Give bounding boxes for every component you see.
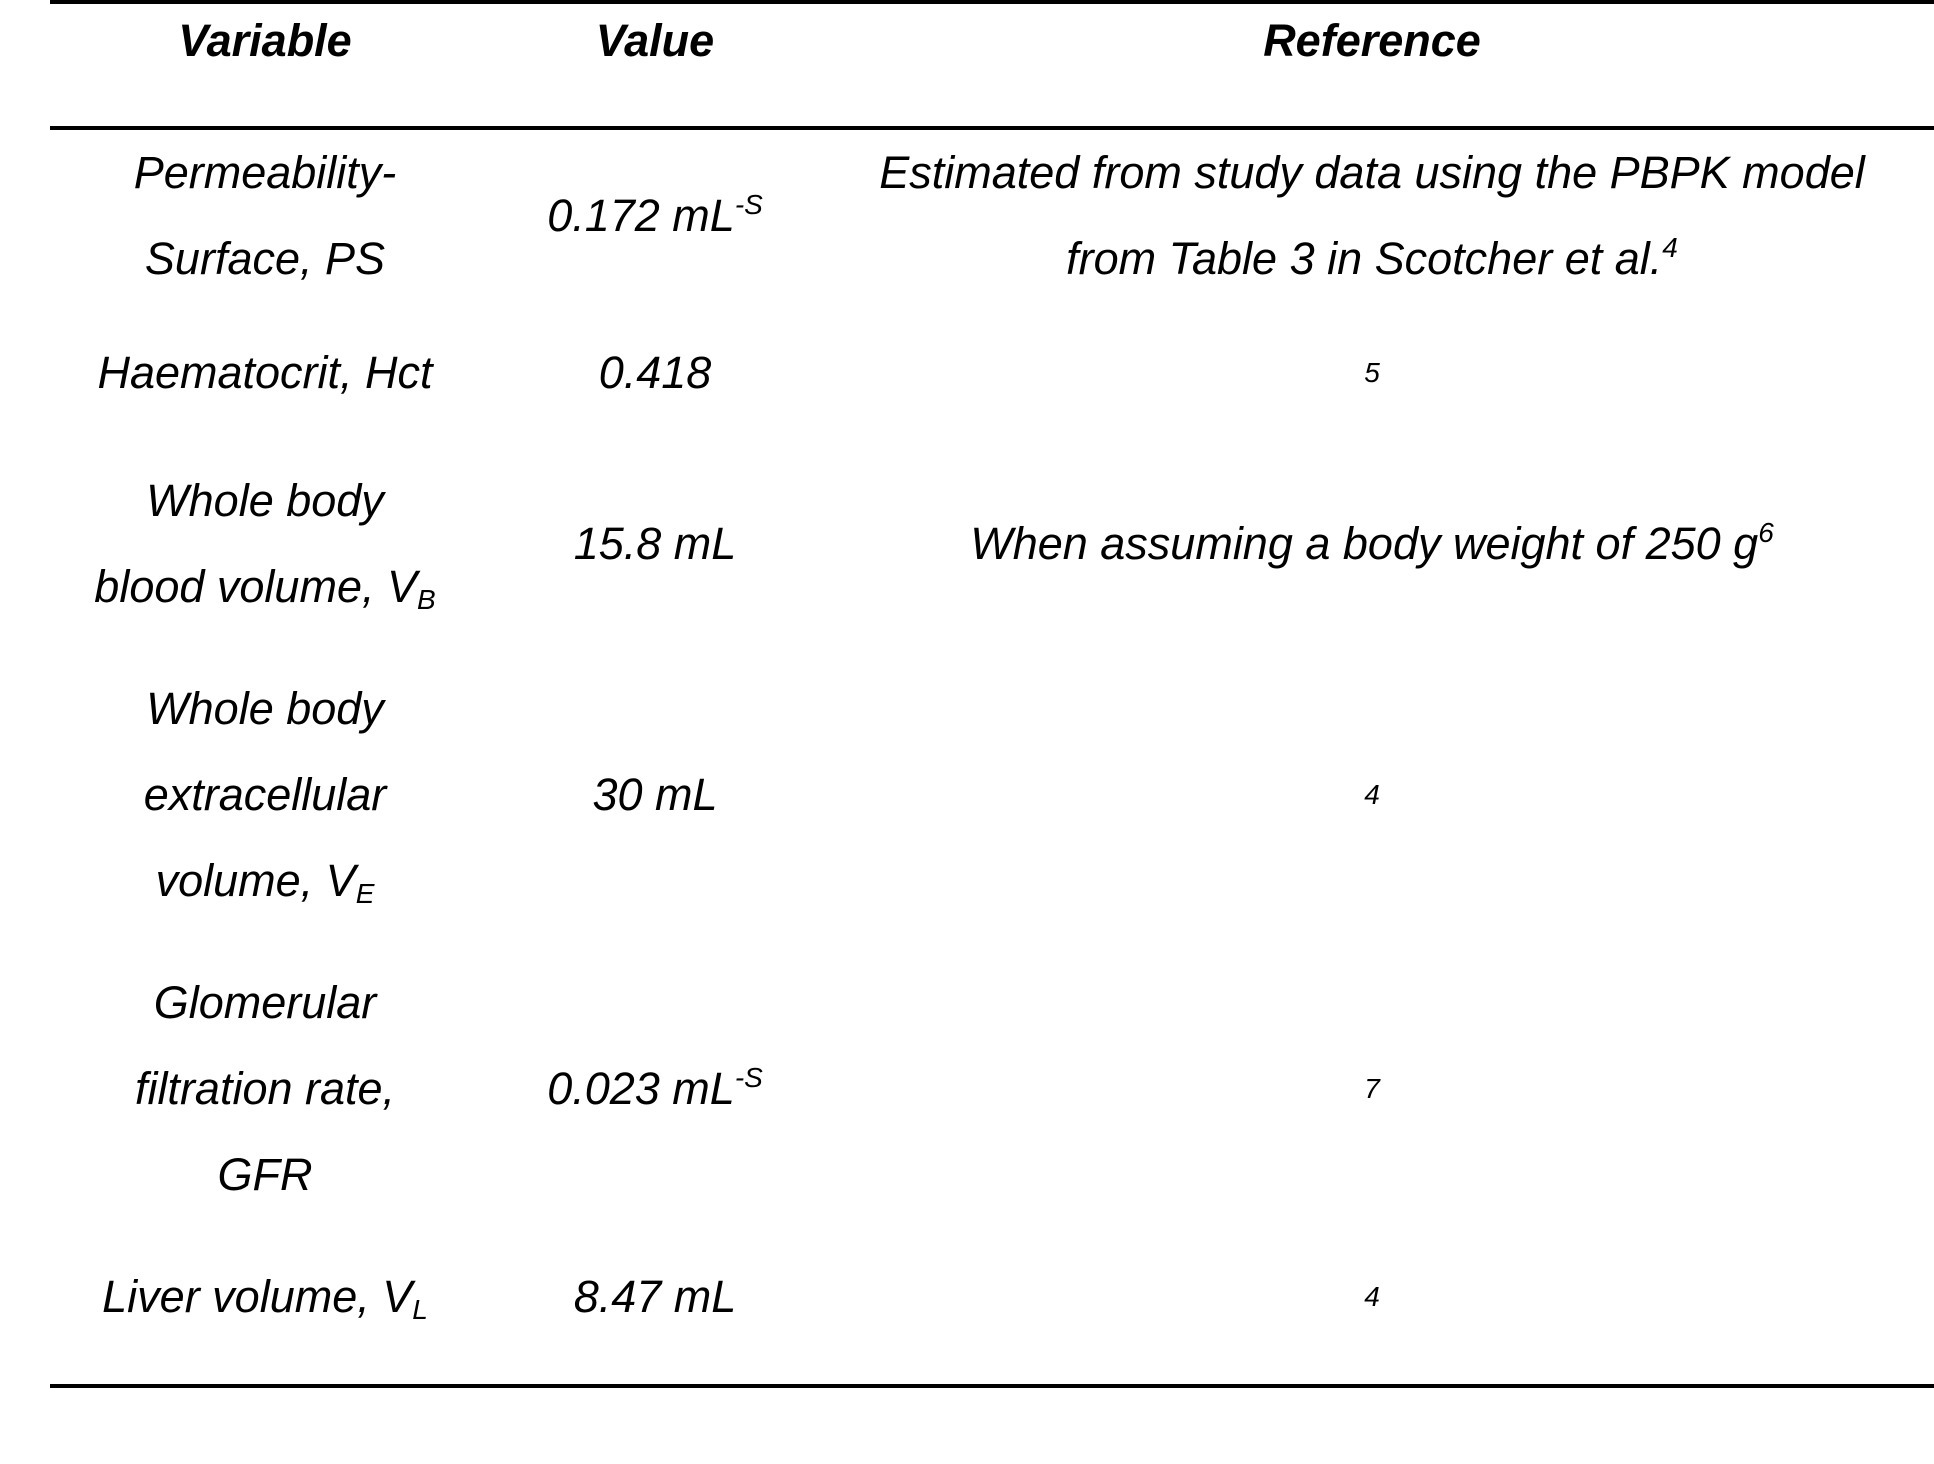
row1-value <box>480 130 830 302</box>
row6-variable-line1: Liver volume, V <box>102 1271 413 1322</box>
row1-variable-line1: Permeability- <box>133 147 397 198</box>
header-value: Value <box>595 15 715 66</box>
row1-reference-citation: 4 <box>1662 232 1678 264</box>
row3-variable-subscript: B <box>417 584 436 615</box>
row5-variable-line1: Glomerular <box>153 977 377 1028</box>
row3-variable <box>50 458 480 630</box>
row1-reference <box>810 130 1934 302</box>
row6-reference: 4 <box>1364 1281 1380 1312</box>
row1-variable <box>50 130 480 302</box>
row3-reference <box>810 458 1934 630</box>
row2-reference: 5 <box>1364 357 1380 388</box>
row3-reference-citation: 6 <box>1758 517 1774 549</box>
header-reference: Reference <box>1263 15 1481 66</box>
row5-value-main: 0.023 mL <box>547 1063 735 1114</box>
row5-value <box>480 960 830 1218</box>
row6-value-main: 8.47 mL <box>573 1271 737 1322</box>
row3-value <box>480 458 830 630</box>
row3-variable-line2: blood volume, V <box>94 561 417 612</box>
row6-variable-subscript: L <box>412 1294 428 1325</box>
row1-value-unit-sup: -S <box>734 189 763 221</box>
row6-value <box>480 1254 830 1340</box>
row3-value-main: 15.8 mL <box>573 518 737 569</box>
row4-reference: 4 <box>1364 779 1380 810</box>
row4-variable-line3: volume, V <box>155 855 356 906</box>
row4-variable-subscript: E <box>355 878 375 909</box>
row5-variable-line2: filtration rate, <box>134 1063 396 1114</box>
row1-reference-line2: from Table 3 in Scotcher et al. <box>1066 233 1663 284</box>
row4-variable-line1: Whole body <box>146 683 384 734</box>
row5-variable <box>50 960 480 1218</box>
row2-value-main: 0.418 <box>598 347 712 398</box>
row4-variable-line2: extracellular <box>143 769 387 820</box>
table-bottom-rule <box>50 1384 1934 1388</box>
header-variable: Variable <box>178 15 352 66</box>
row1-variable-line2: Surface, PS <box>144 233 386 284</box>
row4-value <box>480 666 830 924</box>
row1-reference-line1: Estimated from study data using the PBPK model <box>879 147 1865 198</box>
row5-reference: 7 <box>1364 1073 1380 1104</box>
row5-variable-line3: GFR <box>217 1149 313 1200</box>
row6-variable <box>50 1254 480 1340</box>
row3-variable-line1: Whole body <box>146 475 384 526</box>
parameter-table <box>50 0 1934 1400</box>
row2-value <box>480 330 830 416</box>
row4-variable <box>50 666 480 924</box>
row2-variable-line1: Haematocrit, Hct <box>97 347 433 398</box>
row4-value-main: 30 mL <box>592 769 718 820</box>
row5-value-unit-sup: -S <box>734 1062 763 1094</box>
row1-value-main: 0.172 mL <box>547 190 735 241</box>
row2-variable <box>50 330 480 416</box>
row3-reference-text: When assuming a body weight of 250 g <box>970 518 1759 569</box>
